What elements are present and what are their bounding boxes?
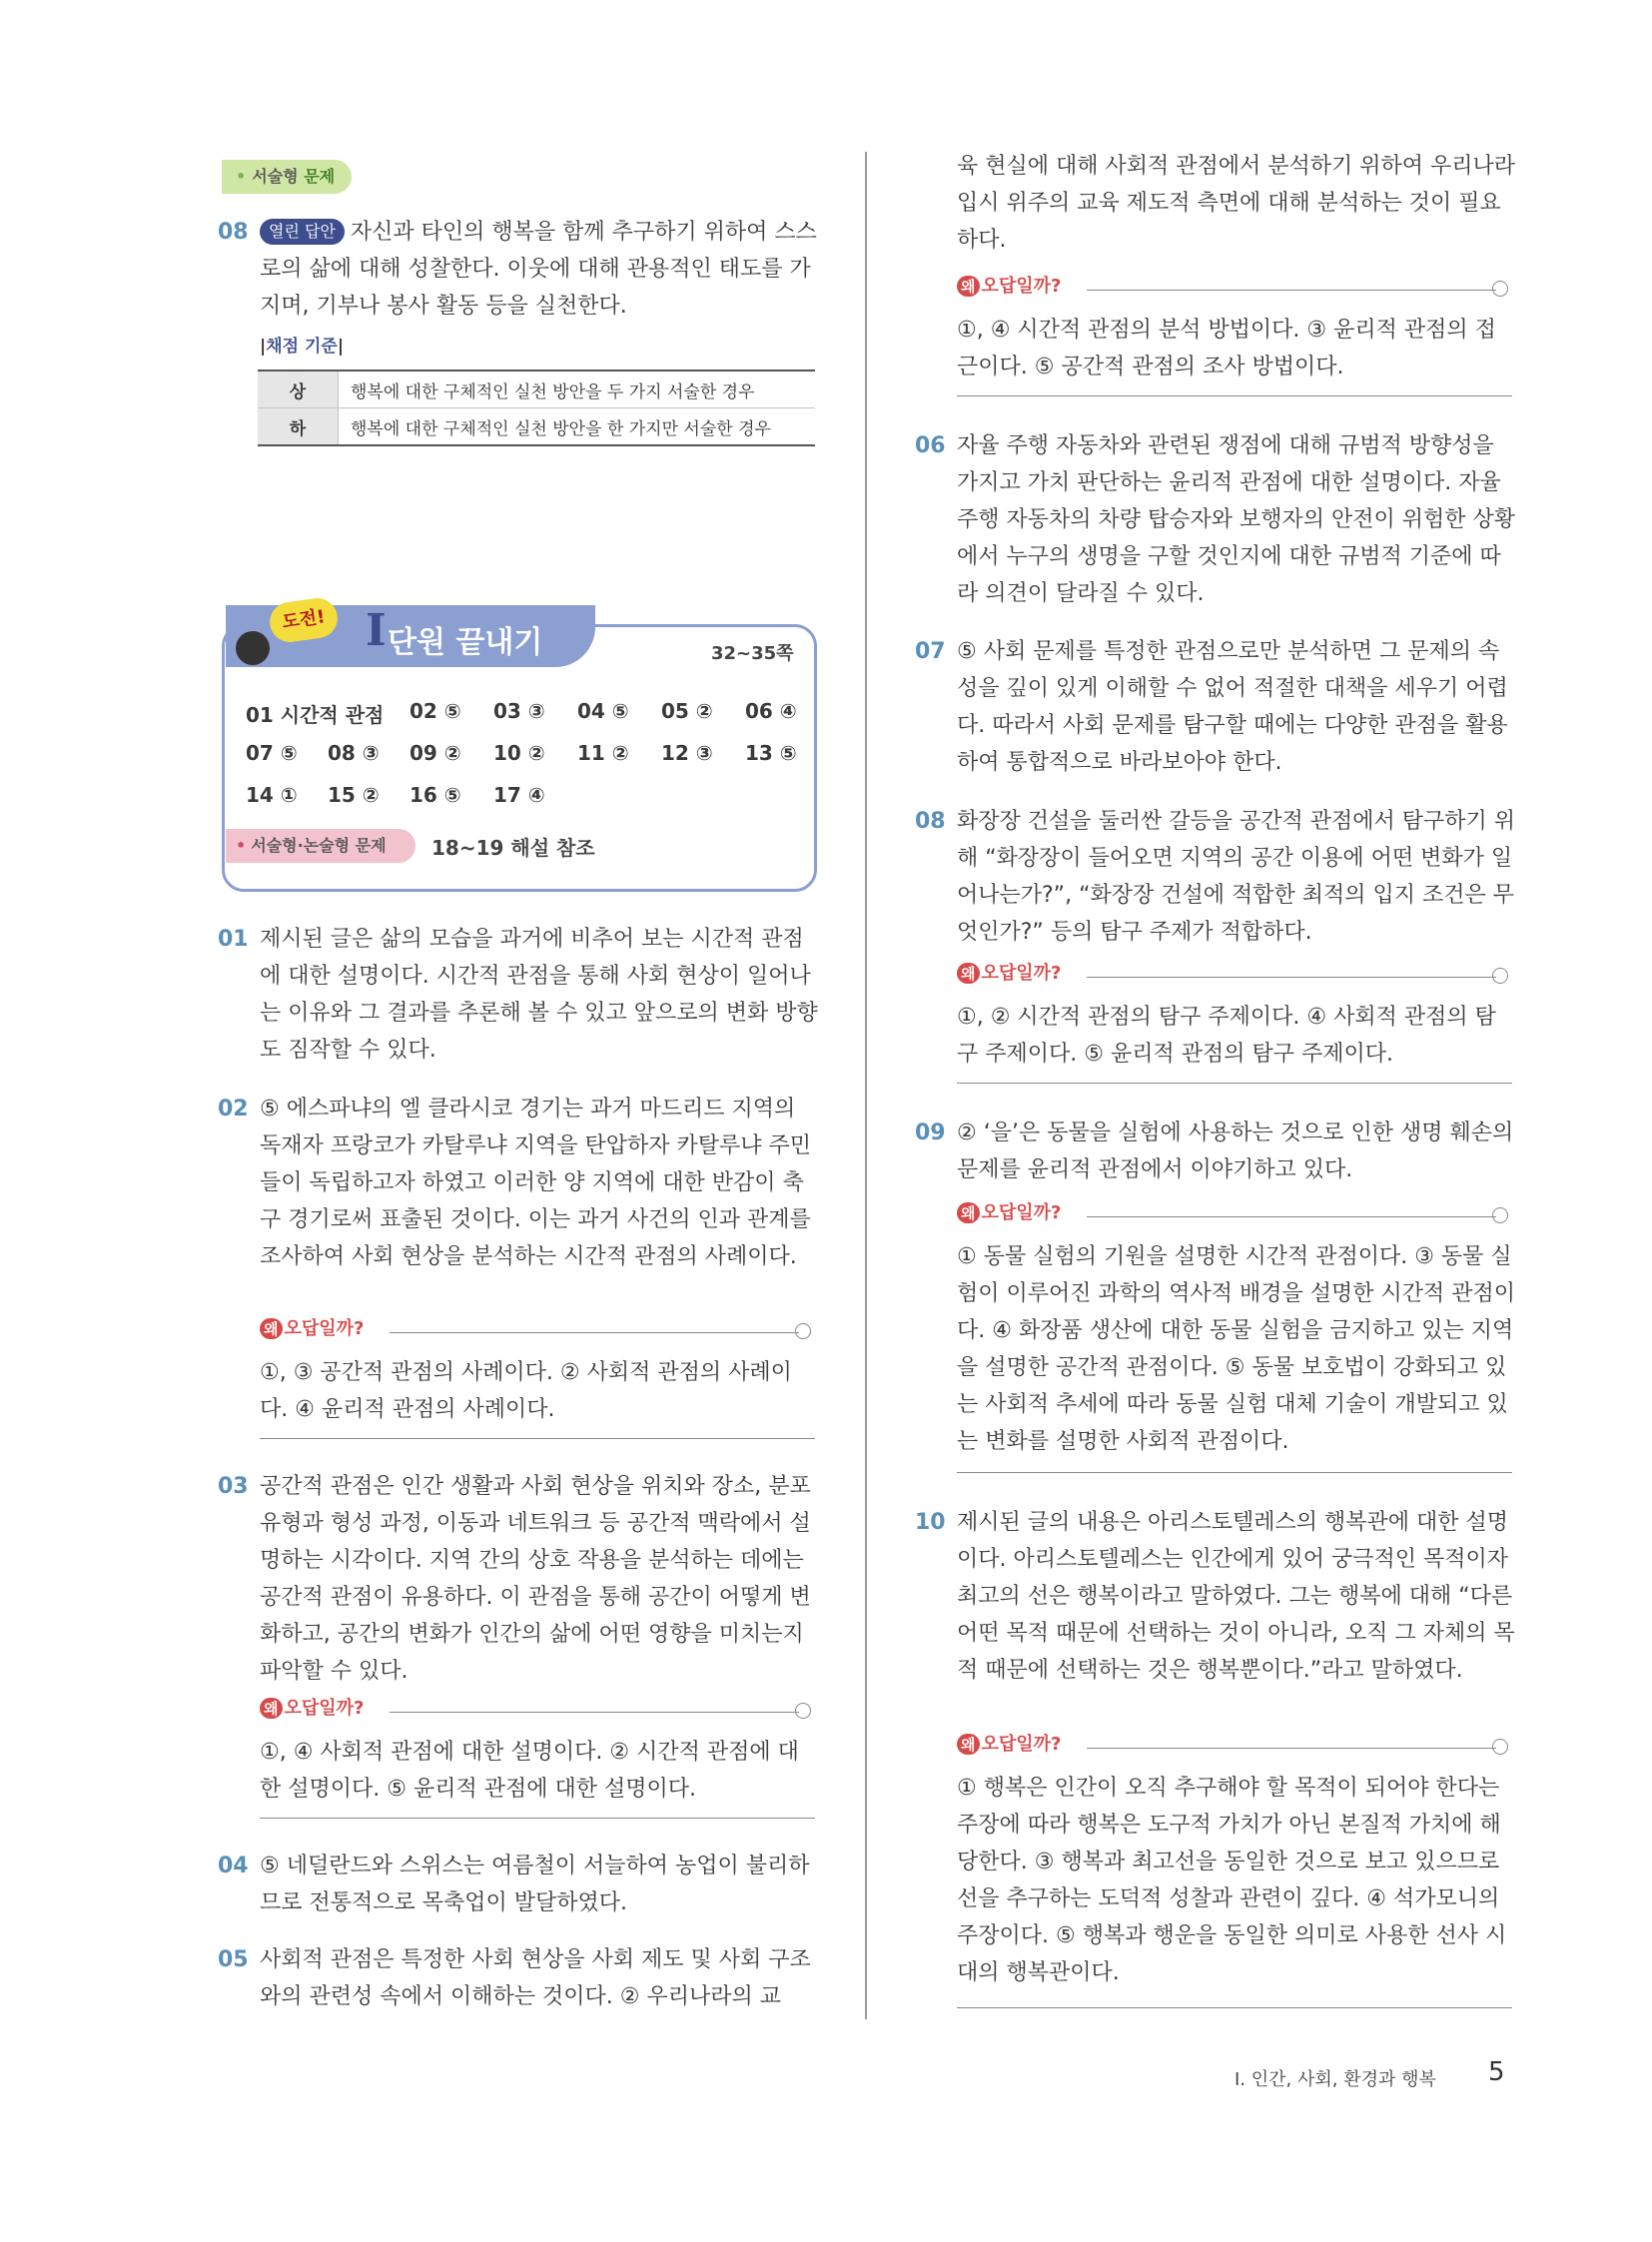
why-wrong-03: ①, ④ 사회적 관점에 대한 설명이다. ② 시간적 관점에 대한 설명이다. ⑤ 윤리적 관점에 대한 설명이다. (260, 1740, 799, 1802)
why-wrong-05: ①, ④ 시간적 관점의 분석 방법이다. ③ 윤리적 관점의 접근이다. ⑤ 공간적 관점의 조사 방법이다. (957, 318, 1496, 379)
why-wrong-header: 왜 오답일까? (260, 1314, 819, 1344)
page-range: 32~35쪽 (711, 643, 794, 664)
explanation-10: 10 제시된 글의 내용은 아리스토텔레스의 행복관에 대한 설명이다. 아리스토텔레스는 인간에게 있어 궁극적인 목적이자 최고의 선은 행복이라고 말하였다. 그는 행복에 대해 “다른 어떤 목적 때문에 선택하는 것이 아니라, 오직 그 자체의 목적 때문에 선택하는 것은 행복뿐이다.”라고 말하였다. (915, 1510, 1515, 1683)
why-wrong-header: 왜 오답일까? (260, 1694, 819, 1724)
section-rule (260, 1818, 815, 1819)
answer-key-13: 13 ⑤ (745, 741, 797, 765)
answer-key-14: 14 ① (246, 783, 298, 807)
section-rule (957, 395, 1512, 396)
unit-title: 단원 끝내기 (388, 625, 543, 660)
essay-reference: 18~19 해설 참조 (431, 836, 595, 860)
mascot-icon (236, 631, 270, 665)
why-wrong-header: 왜 오답일까? (957, 959, 1516, 989)
explanation-09: 09 ② ‘을’은 동물을 실험에 사용하는 것으로 인한 생명 훼손의 문제를 윤리적 관점에서 이야기하고 있다. (915, 1121, 1514, 1182)
page-number: 5 (1488, 2057, 1505, 2087)
why-wrong-header: 왜 오답일까? (957, 1198, 1516, 1228)
answer-key-17: 17 ④ (493, 783, 545, 807)
explanation-06: 06 자율 주행 자동차와 관련된 쟁점에 대해 규범적 방향성을 가지고 가치 판단하는 윤리적 관점에 대한 설명이다. 자율 주행 자동차의 차량 탑승자와 보행자의 안전이 위험한 상황에서 누구의 생명을 구할 것인지에 대한 규범적 기준에 따라 의견이 달라질 수 있다. (915, 433, 1516, 606)
section-rule (957, 1472, 1512, 1473)
explanation-08: 08 화장장 건설을 둘러싼 갈등을 공간적 관점에서 탐구하기 위해 “화장장이 들어오면 지역의 공간 이용에 어떤 변화가 일어나는가?”, “화장장 건설에 적합한 최적의 입지 조건은 무엇인가?” 등의 탐구 주제가 적합하다. (915, 809, 1516, 945)
answer-key-12: 12 ③ (661, 741, 713, 765)
section-rule (957, 2007, 1512, 2008)
answer-key-02: 02 ⑤ (410, 699, 461, 723)
section-footer: I. 인간, 사회, 환경과 행복 (1235, 2069, 1436, 2090)
why-wrong-09: ① 동물 실험의 기원을 설명한 시간적 관점이다. ③ 동물 실험이 이루어진 과학의 역사적 배경을 설명한 시간적 관점이다. ④ 화장품 생산에 대한 동물 실험을 금지하고 있는 지역을 설명한 공간적 관점이다. ⑤ 동물 보호법이 강화되고 있는 사회적 추세에 따라 동물 실험 대체 기술이 개발되고 있는 변화를 설명한 사회적 관점이다. (957, 1244, 1516, 1454)
answer-key-03: 03 ③ (493, 699, 545, 723)
criteria-label: |채점 기준| (260, 337, 345, 357)
table-row: 상 행복에 대한 구체적인 실천 방안을 두 가지 서술한 경우 (258, 371, 815, 408)
explanation-03: 03 공간적 관점은 인간 생활과 사회 현상을 위치와 장소, 분포 유형과 형성 과정, 이동과 네트워크 등 공간적 맥락에서 설명하는 시각이다. 지역 간의 상호 작용을 분석하는 데에는 공간적 관점이 유용하다. 이 관점을 통해 공간이 어떻게 변화하고, 공간의 변화가 인간의 삶에 어떤 영향을 미치는지 파악할 수 있다. (218, 1474, 811, 1684)
answer-key-04: 04 ⑤ (577, 699, 629, 723)
explanation-01: 01 제시된 글은 삶의 모습을 과거에 비추어 보는 시간적 관점에 대한 설명이다. 시간적 관점을 통해 사회 현상이 일어나는 이유와 그 결과를 추론해 볼 수 있고 앞으로의 변화 방향도 짐작할 수 있다. (218, 927, 818, 1063)
essay-question-tag: • 서술형 문제 (222, 160, 352, 194)
explanation-05: 05 사회적 관점은 특정한 사회 현상을 사회 제도 및 사회 구조와의 관련성 속에서 이해하는 것이다. ② 우리나라의 교 (218, 1947, 811, 2009)
answer-key-05: 05 ② (661, 699, 713, 723)
why-wrong-02: ①, ③ 공간적 관점의 사례이다. ② 사회적 관점의 사례이다. ④ 윤리적 관점의 사례이다. (260, 1360, 792, 1422)
answer-text: 자신과 타인의 행복을 함께 추구하기 위하여 스스로의 삶에 대해 성찰한다. 이웃에 대해 관용적인 태도를 가지며, 기부나 봉사 활동 등을 실천한다. (260, 220, 817, 319)
answer-key-06: 06 ④ (745, 699, 797, 723)
answer-key-08: 08 ③ (328, 741, 380, 765)
why-wrong-08: ①, ② 시간적 관점의 탐구 주제이다. ④ 사회적 관점의 탐구 주제이다. ⑤ 윤리적 관점의 탐구 주제이다. (957, 1005, 1496, 1067)
why-wrong-10: ① 행복은 인간이 오직 추구해야 할 목적이 되어야 한다는 주장에 따라 행복은 도구적 가치가 아닌 본질적 가치에 해당한다. ③ 행복과 최고선을 동일한 것으로 보고 있으므로 선을 추구하는 도덕적 성찰과 관련이 깊다. ④ 석가모니의 주장이다. ⑤ 행복과 행운을 동일한 의미로 사용한 선사 시대의 행복관이다. (957, 1776, 1507, 1985)
why-wrong-header: 왜 오답일까? (957, 272, 1516, 302)
answer-key-16: 16 ⑤ (410, 783, 461, 807)
answer-key-01: 01 시간적 관점 (246, 703, 385, 727)
explanation-07: 07 ⑤ 사회 문제를 특정한 관점으로만 분석하면 그 문제의 속성을 깊이 있게 이해할 수 없어 적절한 대책을 세우기 어렵다. 따라서 사회 문제를 탐구할 때에는 다양한 관점을 활용하여 통합적으로 바라보아야 한다. (915, 639, 1508, 775)
challenge-badge: 도전! (268, 595, 341, 644)
answer-key-07: 07 ⑤ (246, 741, 298, 765)
table-row: 하 행복에 대한 구체적인 실천 방안을 한 가지만 서술한 경우 (258, 408, 815, 446)
open-answer-badge: 열린 답안 (260, 219, 345, 245)
answer-key-11: 11 ② (577, 741, 629, 765)
explanation-02: 02 ⑤ 에스파냐의 엘 클라시코 경기는 과거 마드리드 지역의 독재자 프랑코가 카탈루냐 지역을 탄압하자 카탈루냐 주민들이 독립하고자 하였고 이러한 양 지역에 대한 반감이 축구 경기로써 표출된 것이다. 이는 과거 사건의 인과 관계를 조사하여 사회 현상을 분석하는 시간적 관점의 사례이다. (218, 1097, 812, 1269)
answer-key-09: 09 ② (410, 741, 461, 765)
essay-discussion-tag: • 서술형·논술형 문제 (226, 829, 415, 863)
section-rule (957, 1083, 1512, 1084)
question-number: 08 (218, 220, 249, 245)
column-divider (865, 152, 867, 2019)
grading-table (258, 370, 815, 446)
why-wrong-header: 왜 오답일까? (957, 1730, 1516, 1760)
unit-roman-numeral: I (366, 605, 387, 656)
answer-key-10: 10 ② (493, 741, 545, 765)
question-08-answer (218, 214, 821, 366)
section-rule (260, 1438, 815, 1439)
explanation-04: 04 ⑤ 네덜란드와 스위스는 여름철이 서늘하여 농업이 불리하므로 전통적으로 목축업이 발달하였다. (218, 1854, 810, 1915)
explanation-05-continued: 육 현실에 대해 사회적 관점에서 분석하기 위하여 우리나라 입시 위주의 교육 제도적 측면에 대해 분석하는 것이 필요하다. (957, 154, 1516, 253)
answer-key-15: 15 ② (328, 783, 380, 807)
